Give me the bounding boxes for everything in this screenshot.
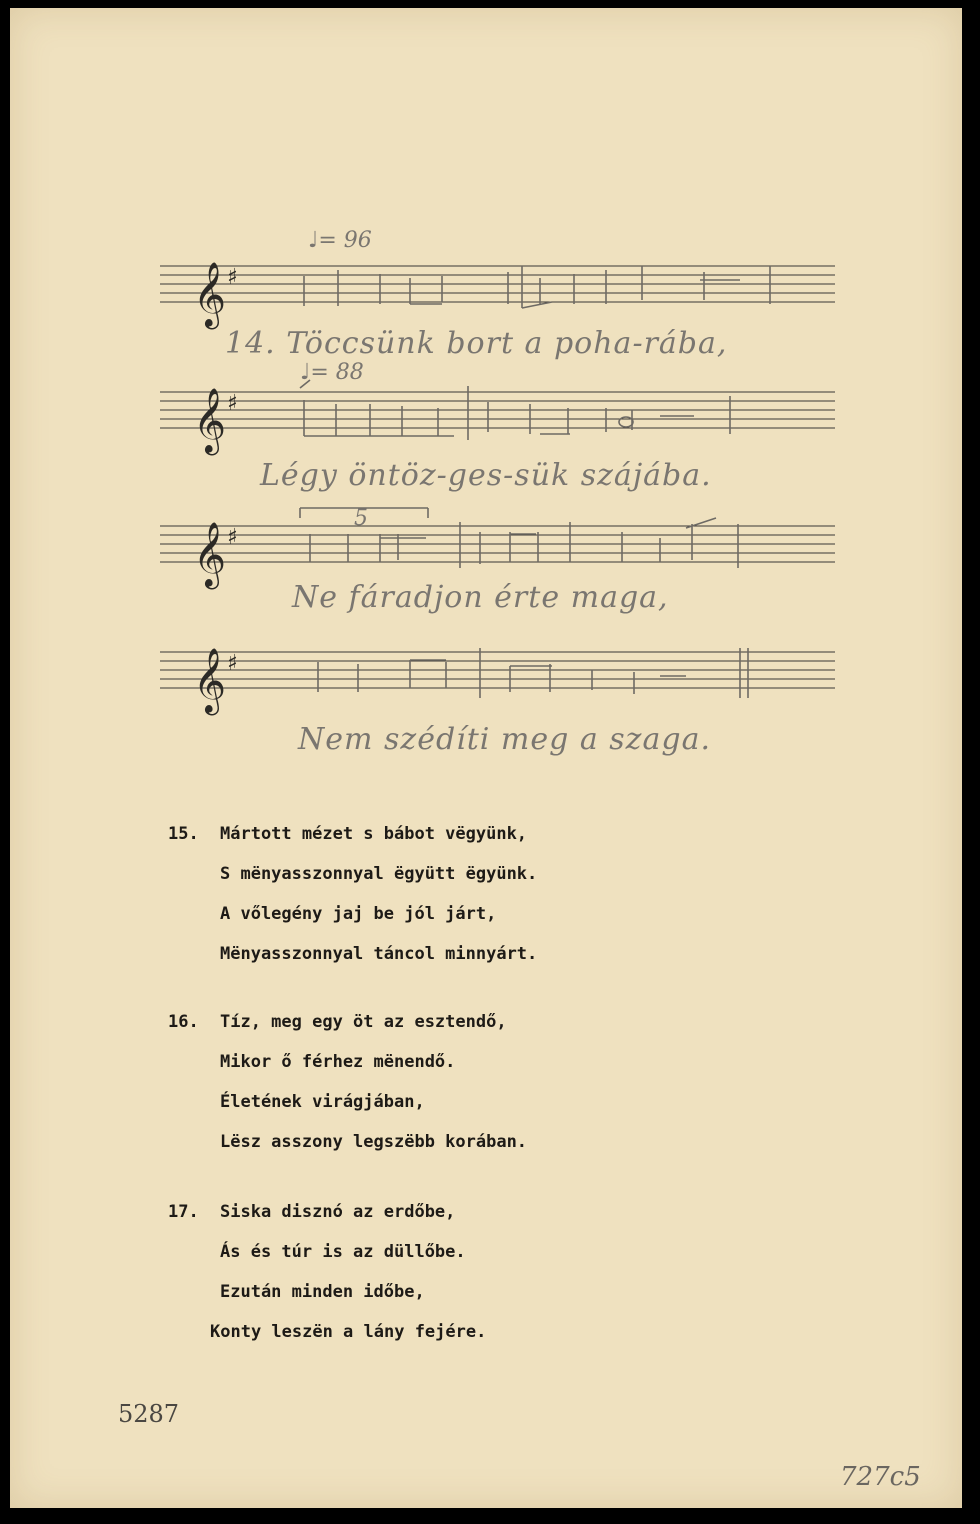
verse-15 xyxy=(168,814,537,974)
verse-text: Mënyasszonnyal táncol minnyárt. xyxy=(220,944,538,964)
verse-number: 17. xyxy=(168,1202,199,1222)
verse-line xyxy=(168,1002,527,1042)
verse-17 xyxy=(168,1192,486,1352)
verse-line xyxy=(168,934,537,974)
verse-line xyxy=(168,1122,527,1162)
verse-text: Lësz asszony legszëbb korában. xyxy=(220,1132,528,1152)
lyric-line-4: Nem szédíti meg a szaga. xyxy=(298,722,712,757)
verse-text: A vőlegény jaj be jól járt, xyxy=(220,904,497,924)
treble-clef-icon: 𝄞 xyxy=(193,262,227,327)
sharp-icon: ♯ xyxy=(227,265,238,290)
manuscript-page xyxy=(10,8,962,1508)
verse-text: Tíz, meg egy öt az esztendő, xyxy=(220,1012,507,1032)
verse-line xyxy=(168,894,537,934)
verse-text: Mártott mézet s bábot vëgyünk, xyxy=(220,824,528,844)
lyric-line-3: Ne fáradjon érte maga, xyxy=(292,580,669,615)
verse-line xyxy=(168,1082,527,1122)
music-notation xyxy=(10,8,962,768)
sharp-icon: ♯ xyxy=(227,525,238,550)
lyric-line-1: 14. Töccsünk bort a poha-rába, xyxy=(225,326,728,361)
tempo-mark-1: ♩= 96 xyxy=(308,228,372,253)
treble-clef-icon: 𝄞 xyxy=(193,388,227,453)
staff-1 xyxy=(160,266,835,302)
verse-line xyxy=(168,1232,486,1272)
sharp-icon: ♯ xyxy=(227,651,238,676)
treble-clef-icon: 𝄞 xyxy=(193,522,227,587)
verse-16 xyxy=(168,1002,527,1162)
verse-text: Konty leszën a lány fejére. xyxy=(210,1322,487,1342)
sharp-icon: ♯ xyxy=(227,391,238,416)
verse-line xyxy=(168,814,537,854)
verse-number: 15. xyxy=(168,824,199,844)
staff-4 xyxy=(160,652,835,688)
verse-text: Életének virágjában, xyxy=(220,1092,425,1112)
inventory-number: 5287 xyxy=(118,1400,180,1428)
verse-line xyxy=(168,1312,486,1352)
lyric-line-2: Légy öntöz-ges-sük szájába. xyxy=(260,458,712,493)
staff-2 xyxy=(160,392,835,428)
verse-number: 16. xyxy=(168,1012,199,1032)
verse-line xyxy=(168,854,537,894)
verse-line xyxy=(168,1042,527,1082)
verse-line xyxy=(168,1272,486,1312)
verse-text: Ás és túr is az düllőbe. xyxy=(220,1242,466,1262)
tuplet-number: 5 xyxy=(354,506,368,531)
verse-text: Siska disznó az erdőbe, xyxy=(220,1202,456,1222)
verse-text: Mikor ő férhez mënendő. xyxy=(220,1052,456,1072)
tempo-mark-2: ♩= 88 xyxy=(300,360,364,385)
catalog-mark: 727c5 xyxy=(840,1462,921,1492)
verse-text: Ezután minden időbe, xyxy=(220,1282,425,1302)
staff-3 xyxy=(160,526,835,562)
verse-line xyxy=(168,1192,486,1232)
verse-text: S mënyasszonnyal ëgyütt ëgyünk. xyxy=(220,864,538,884)
treble-clef-icon: 𝄞 xyxy=(193,648,227,713)
